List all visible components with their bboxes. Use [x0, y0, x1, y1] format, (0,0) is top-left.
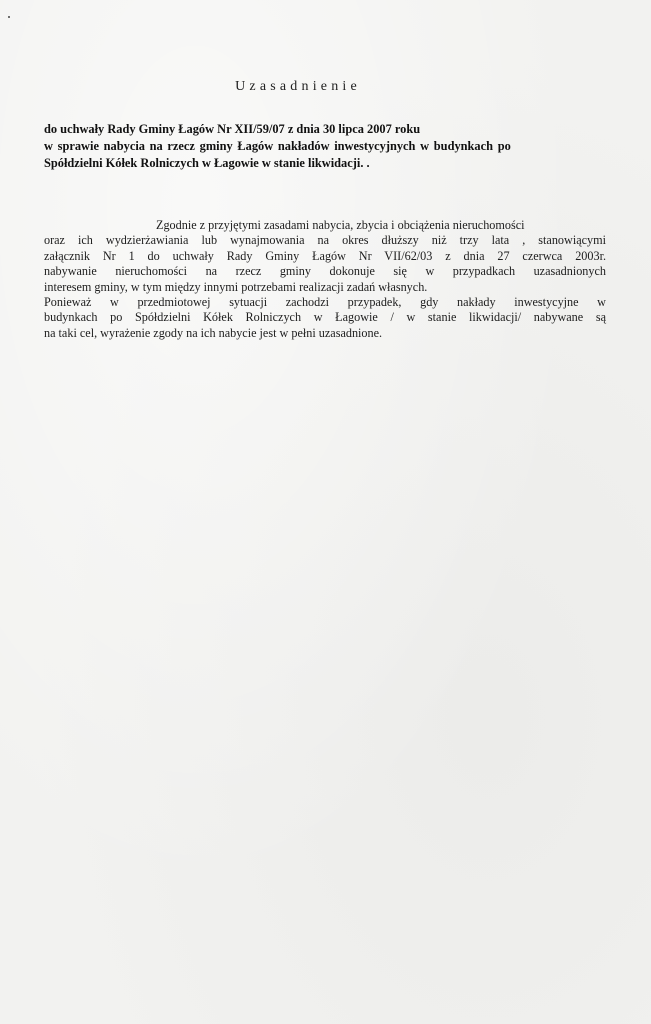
body-line: interesem gminy, w tym między innymi potrzebami realizacji zadań własnych. — [44, 279, 428, 294]
header-line: do uchwały Rady Gminy Łagów Nr XII/59/07 z dnia 30 lipca 2007 roku — [44, 122, 421, 136]
body-line: budynkach po Spółdzielni Kółek Rolniczych w Łagowie / w stanie likwidacji/ nabywane są — [44, 310, 606, 325]
body-line: na taki cel, wyrażenie zgody na ich nabycie jest w pełni uzasadnione. — [44, 325, 383, 340]
body-line: załącznik Nr 1 do uchwały Rady Gminy Łagów Nr VII/62/03 z dnia 27 czerwca 2003r. — [44, 248, 606, 263]
scan-speck — [8, 16, 10, 18]
body-line: Zgodnie z przyjętymi zasadami nabycia, zbycia i obciążenia nieruchomości — [156, 218, 525, 232]
resolution-header — [44, 121, 614, 172]
body-line: nabywanie nieruchomości na rzecz gminy dokonuje się w przypadkach uzasadnionych — [44, 264, 606, 279]
header-line: w sprawie nabycia na rzecz gminy Łagów nakładów inwestycyjnych w budynkach po — [44, 139, 511, 153]
body-line: oraz ich wydzierżawiania lub wynajmowania na okres dłuższy niż trzy lata , stanowiącymi — [44, 233, 606, 248]
body-line: Ponieważ w przedmiotowej sytuacji zachodzi przypadek, gdy nakłady inwestycyjne w — [44, 295, 606, 310]
document-title: Uzasadnienie — [235, 79, 361, 94]
header-line: Spółdzielni Kółek Rolniczych w Łagowie w stanie likwidacji. . — [44, 156, 370, 170]
justification-body — [44, 218, 606, 341]
